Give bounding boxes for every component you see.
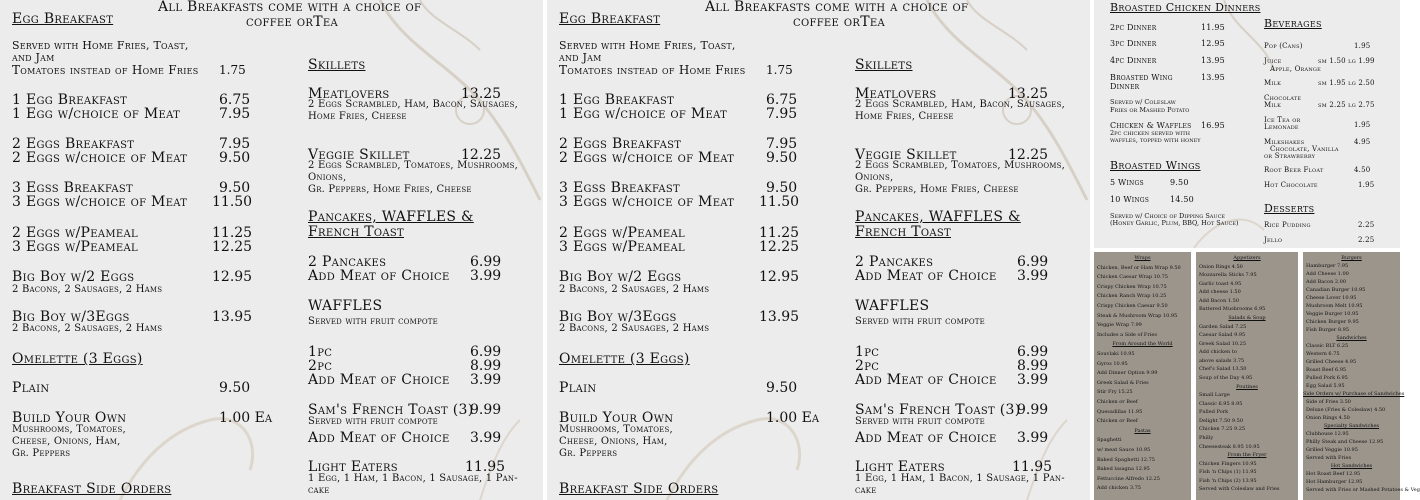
item-meatlovers: Meatlovers <box>308 86 390 102</box>
tiny-menu-line: Gyros 10.95 <box>1097 360 1128 367</box>
tiny-menu-line: Served with Fries <box>1306 455 1352 461</box>
tiny-menu-line: Philly <box>1199 435 1214 441</box>
item-2-eggs: 2 Eggs Breakfast <box>559 136 682 152</box>
item-waffles: WAFFLES <box>855 298 930 314</box>
item-bigboy-3: Big Boy w/3Eggs <box>12 309 130 325</box>
meatlovers-desc-2: Home Fries, Cheese <box>855 111 954 122</box>
price-bigboy-3: 13.95 <box>212 309 253 325</box>
tiny-menu-line: Burgers <box>1341 255 1362 261</box>
tiny-menu-line: Chicken, Beef or Ham Wrap 9.50 <box>1097 264 1181 271</box>
item-3-eggs-peameal: 3 Eggs w/Peameal <box>12 239 138 255</box>
dessert-pudding: Rice Pudding <box>1264 221 1311 229</box>
tiny-menu-line: Stir Fry 15.25 <box>1097 389 1133 396</box>
veggie-desc-3: Gr. Peppers, Home Fries, Cheese <box>308 184 472 195</box>
price-2-eggs: 7.95 <box>766 136 798 152</box>
tiny-menu-line: Crispy Chicken Caesar 9.50 <box>1097 303 1168 309</box>
price-light: 11.95 <box>465 459 506 475</box>
dinner-2pc: 2pc Dinner <box>1110 23 1157 32</box>
item-bigboy-3: Big Boy w/3Eggs <box>559 309 677 325</box>
bev-pop-price: 1.95 <box>1354 42 1371 50</box>
egg-breakfast-title: Egg Breakfast <box>559 11 661 27</box>
price-veggie: 12.25 <box>461 147 502 163</box>
wings-10-price: 14.50 <box>1170 195 1194 204</box>
item-plain: Plain <box>12 380 50 396</box>
bev-icetea: Ice Tea or <box>1264 116 1301 124</box>
item-1-egg: 1 Egg Breakfast <box>12 92 128 108</box>
price-1pc: 6.99 <box>1017 344 1049 360</box>
menu-page-left <box>0 0 543 500</box>
bev-milk: Milk <box>1264 79 1281 87</box>
tiny-menu-line: Veggie Wrap 7.99 <box>1097 322 1142 329</box>
item-2-eggs-peameal: 2 Eggs w/Peameal <box>12 225 138 241</box>
price-pancakes: 6.99 <box>470 254 502 270</box>
item-pancakes: 2 Pancakes <box>308 254 387 270</box>
menu-page-right-bottom-col3 <box>1303 252 1420 500</box>
item-3-eggs-meat: 3 Eggs w/choice of Meat <box>559 194 735 210</box>
pancakes-title-2: French Toast <box>308 224 404 240</box>
tiny-menu-line: Add Dinner Option 9.99 <box>1097 370 1158 377</box>
tiny-menu-line: Baked lasagna 12.95 <box>1097 466 1150 473</box>
skillets-title: Skillets <box>855 57 913 73</box>
price-plain: 9.50 <box>219 380 251 396</box>
price-add-meat-1: 3.99 <box>1017 268 1049 284</box>
price-1-egg: 6.75 <box>219 92 251 108</box>
sams-desc: Served with fruit compote <box>308 416 438 427</box>
header-line2: coffee orTea <box>793 14 885 30</box>
bigboy-3-desc: 2 Bacons, 2 Sausages, 2 Hams <box>559 323 710 334</box>
light-desc-1: 1 Egg, 1 Ham, 1 Bacon, 1 Sausage, 1 Pan- <box>308 473 518 484</box>
item-1-egg-meat: 1 Egg w/choice of Meat <box>12 106 181 122</box>
item-add-meat-1: Add Meat of Choice <box>308 268 450 284</box>
served-with: Served with Home Fries, Toast, <box>12 39 189 52</box>
omelette-title: Omelette (3 Eggs) <box>12 351 143 367</box>
bev-float: Root Beer Float <box>1264 166 1324 174</box>
tiny-menu-line: Fish Burger 8.95 <box>1306 327 1350 333</box>
item-waffles: WAFFLES <box>308 298 383 314</box>
price-pancakes: 6.99 <box>1017 254 1049 270</box>
bev-choc-price: sm 2.25 lg 2.75 <box>1318 101 1375 109</box>
price-add-meat-1: 3.99 <box>470 268 502 284</box>
tiny-menu-line: Hot Roast Beef 12.95 <box>1306 471 1361 477</box>
tiny-menu-line: Chicken or Beef <box>1097 399 1138 405</box>
item-sams: Sam's French Toast (3) <box>855 402 1021 418</box>
dinner-wing: Broasted Wing <box>1110 73 1173 82</box>
waffles-desc: Served with fruit compote <box>855 316 985 327</box>
item-2pc: 2pc <box>308 358 333 374</box>
desserts-title: Desserts <box>1264 202 1315 215</box>
price-2pc: 8.99 <box>1017 358 1049 374</box>
dessert-jello: Jello <box>1264 236 1283 244</box>
tiny-menu-line: Chicken Ranch Wrap 10.25 <box>1097 293 1167 300</box>
broasted-title: Broasted Chicken Dinners <box>1110 1 1261 14</box>
pancakes-title-2: French Toast <box>855 224 951 240</box>
price-add-meat-2: 3.99 <box>1017 372 1049 388</box>
pancakes-title: Pancakes, WAFFLES & <box>855 209 1021 225</box>
omelette-title: Omelette (3 Eggs) <box>559 351 690 367</box>
bev-juice: Juice <box>1264 57 1282 65</box>
tiny-menu-line: Western 6.75 <box>1306 351 1340 357</box>
tiny-menu-line: Onion Rings 4.50 <box>1306 415 1350 421</box>
tiny-menu-line: Fish 'n Chips (2) 13.95 <box>1199 477 1257 484</box>
dinner-2pc-price: 11.95 <box>1201 23 1225 32</box>
veggie-desc-2: Onions, <box>855 172 894 183</box>
price-1pc: 6.99 <box>470 344 502 360</box>
chicken-waffles-desc-2: waffles, topped with honey <box>1110 136 1201 144</box>
bev-juice-2: Apple, Orange <box>1270 65 1321 73</box>
item-bigboy-2: Big Boy w/2 Eggs <box>559 269 682 285</box>
pancakes-title: Pancakes, WAFFLES & <box>308 209 474 225</box>
bev-hotchoc-price: 1.95 <box>1358 181 1375 189</box>
build-desc-3: Gr. Peppers <box>559 448 618 459</box>
tiny-menu-line: Cheesesteak 8.95 10.95 <box>1199 443 1260 450</box>
chicken-waffles: Chicken & Waffles <box>1110 121 1192 130</box>
item-veggie: Veggie Skillet <box>308 147 410 163</box>
item-add-meat-3: Add Meat of Choice <box>308 430 450 446</box>
dinner-wing-price: 13.95 <box>1201 73 1225 82</box>
item-3-eggs-peameal: 3 Eggs w/Peameal <box>559 239 685 255</box>
tiny-menu-line: Chicken or Beef <box>1097 418 1138 425</box>
coleslaw-1: Served w/ Coleslaw <box>1110 98 1176 106</box>
price-2-eggs: 7.95 <box>219 136 251 152</box>
price-add-meat-3: 3.99 <box>1017 430 1049 446</box>
tiny-menu-line: Spaghetti <box>1097 437 1122 444</box>
tiny-menu-line: Fish 'n Chips (1) 11.95 <box>1199 469 1257 476</box>
tiny-menu-line: above salads 3.75 <box>1199 357 1245 364</box>
item-build: Build Your Own <box>559 410 674 426</box>
tiny-menu-line: Garlic toast 4.95 <box>1199 280 1242 287</box>
header-line1: All Breakfasts come with a choice of <box>158 0 422 15</box>
dinner-3pc: 3pc Dinner <box>1110 39 1157 48</box>
tiny-menu-line: Canadian Burger 10.95 <box>1306 287 1366 293</box>
item-2-eggs: 2 Eggs Breakfast <box>12 136 135 152</box>
tiny-menu-line: Classic 6.95 8.95 <box>1199 400 1243 407</box>
item-3-eggs-meat: 3 Eggs w/choice of Meat <box>12 194 188 210</box>
item-sams: Sam's French Toast (3) <box>308 402 474 418</box>
item-1pc: 1pc <box>308 344 333 360</box>
item-add-meat-1: Add Meat of Choice <box>855 268 997 284</box>
menu-page-right-top <box>1094 0 1400 248</box>
item-3-eggs: 3 Egss Breakfast <box>559 180 680 196</box>
sauce-1: Served w/ Choice of Dipping Sauce <box>1110 212 1226 220</box>
tiny-menu-line: Deluxe (Fries & Coleslaw) 4.50 <box>1306 407 1386 413</box>
bigboy-2-desc: 2 Bacons, 2 Sausages, 2 Hams <box>559 284 710 295</box>
tiny-menu-line: Small Large <box>1199 392 1230 399</box>
menu-page-right-bottom-col2 <box>1196 252 1298 500</box>
price-bigboy-3: 13.95 <box>759 309 800 325</box>
tiny-menu-line: Includes a Side of Fries <box>1097 331 1157 338</box>
item-2-eggs-meat: 2 Eggs w/choice of Meat <box>559 150 735 166</box>
tiny-menu-line: From the Fryer <box>1227 452 1267 459</box>
sides-title: Breakfast Side Orders <box>12 481 172 497</box>
bev-icetea-2: Lemonade <box>1264 123 1299 131</box>
dinner-4pc: 4pc Dinner <box>1110 56 1157 65</box>
item-light: Light Eaters <box>308 459 398 475</box>
tiny-menu-line: Add chicken to <box>1199 349 1237 356</box>
tiny-menu-line: Delight 7.50 9.50 <box>1199 417 1244 424</box>
bev-shakes-3: or Strawberry <box>1264 152 1316 160</box>
beverages-title: Beverages <box>1264 17 1322 30</box>
tiny-menu-line: Mozzarella Sticks 7.95 <box>1199 272 1257 279</box>
tiny-menu-line: Hamburger 7.95 <box>1306 263 1349 269</box>
bev-choc-2: Milk <box>1264 101 1281 109</box>
tiny-menu-line: Add chicken 3.75 <box>1097 485 1141 492</box>
tiny-menu-line: Onion Rings 4.50 <box>1199 263 1243 270</box>
dinner-4pc-price: 13.95 <box>1201 56 1225 65</box>
bev-hotchoc: Hot Chocolate <box>1264 181 1318 189</box>
price-2-eggs-meat: 9.50 <box>766 150 798 166</box>
item-2-eggs-meat: 2 Eggs w/choice of Meat <box>12 150 188 166</box>
price-add-meat-3: 3.99 <box>470 430 502 446</box>
tiny-menu-line: Pulled Pork 6.95 <box>1306 375 1348 381</box>
light-desc-2: cake <box>855 485 877 496</box>
tiny-menu-line: Fettuccine Alfredo 12.25 <box>1097 475 1160 482</box>
item-light: Light Eaters <box>855 459 945 475</box>
light-desc-1: 1 Egg, 1 Ham, 1 Bacon, 1 Sausage, 1 Pan- <box>855 473 1065 484</box>
tiny-menu-line: Sandwiches <box>1336 335 1367 341</box>
tiny-menu-line: Poutines <box>1236 383 1258 390</box>
coleslaw-2: Fries or Mashed Potato <box>1110 106 1190 114</box>
tiny-menu-line: Add Bacon 1.50 <box>1199 297 1240 304</box>
tiny-menu-line: Roast Beef 6.95 <box>1306 367 1347 373</box>
dessert-jello-price: 2.25 <box>1358 236 1375 244</box>
tiny-menu-line: Crispy Chicken Wrap 10.75 <box>1097 283 1167 290</box>
tiny-menu-line: Grilled Veggie 10.95 <box>1306 447 1358 453</box>
tiny-menu-line: Garden Salad 7.25 <box>1199 323 1247 330</box>
item-add-meat-2: Add Meat of Choice <box>308 372 450 388</box>
tiny-menu-line: Veggie Burger 10.95 <box>1306 311 1359 317</box>
price-bigboy-2: 12.95 <box>759 269 800 285</box>
tiny-menu-line: Salads & Soup <box>1228 315 1266 321</box>
price-1-egg-meat: 7.95 <box>766 106 798 122</box>
bigboy-3-desc: 2 Bacons, 2 Sausages, 2 Hams <box>12 323 163 334</box>
price-3-eggs: 9.50 <box>766 180 798 196</box>
tiny-menu-line: w/ meat Sauce 10.95 <box>1097 447 1151 453</box>
served-with-2: and Jam <box>12 51 55 64</box>
tomatoes-item: Tomatoes instead of Home Fries <box>12 63 199 77</box>
item-plain: Plain <box>559 380 597 396</box>
tiny-menu-line: Chicken 7.25 9.25 <box>1199 426 1246 433</box>
price-build: 1.00 Ea <box>766 410 820 426</box>
tomatoes-price: 1.75 <box>219 63 246 77</box>
tomatoes-price: 1.75 <box>766 63 793 77</box>
price-bigboy-2: 12.95 <box>212 269 253 285</box>
bev-milk-price: sm 1.95 lg 2.50 <box>1318 79 1375 87</box>
tiny-menu-line: Souvlaki 10.95 <box>1097 351 1135 357</box>
item-2-eggs-peameal: 2 Eggs w/Peameal <box>559 225 685 241</box>
price-3-eggs: 9.50 <box>219 180 251 196</box>
menu-page-right-bottom-col1 <box>1094 252 1191 500</box>
chicken-waffles-desc-1: 2pc chicken served with <box>1110 129 1191 137</box>
price-3-eggs-meat: 11.50 <box>212 194 253 210</box>
price-meatlovers: 13.25 <box>461 86 502 102</box>
meatlovers-desc-1: 2 Eggs Scrambled, Ham, Bacon, Sausages, <box>308 99 518 110</box>
bev-icetea-price: 1.95 <box>1354 121 1371 129</box>
veggie-desc-3: Gr. Peppers, Home Fries, Cheese <box>855 184 1019 195</box>
build-desc-1: Mushrooms, Tomatoes, <box>12 424 126 435</box>
build-desc-2: Cheese, Onions, Ham, <box>559 436 668 447</box>
price-3-eggs-peameal: 12.25 <box>212 239 253 255</box>
tiny-menu-line: Philly Steak and Cheese 12.95 <box>1306 439 1384 445</box>
item-add-meat-3: Add Meat of Choice <box>855 430 997 446</box>
item-1pc: 1pc <box>855 344 880 360</box>
item-pancakes: 2 Pancakes <box>855 254 934 270</box>
price-sams: 9.99 <box>1017 402 1049 418</box>
price-meatlovers: 13.25 <box>1008 86 1049 102</box>
tiny-menu-line: Clubhouse 12.95 <box>1306 431 1349 437</box>
bev-juice-price: sm 1.50 lg 1.99 <box>1318 57 1375 65</box>
dinner-wing-2: Dinner <box>1110 82 1140 91</box>
price-2-eggs-meat: 9.50 <box>219 150 251 166</box>
skillets-title: Skillets <box>308 57 366 73</box>
served-with-2: and Jam <box>559 51 602 64</box>
wings-5-price: 9.50 <box>1170 178 1189 187</box>
wings-5: 5 Wings <box>1110 178 1144 187</box>
item-1-egg: 1 Egg Breakfast <box>559 92 675 108</box>
price-veggie: 12.25 <box>1008 147 1049 163</box>
tiny-menu-line: Add Cheese 1.00 <box>1306 271 1349 277</box>
sauce-2: (Honey Garlic, Plum, BBQ, Hot Sauce) <box>1110 219 1239 227</box>
tiny-menu-line: Hot Sandwiches <box>1330 463 1373 469</box>
tiny-menu-line: Served with Coleslaw and Fries <box>1199 486 1280 493</box>
tiny-menu-line: Add Bacon 2.00 <box>1306 279 1347 285</box>
tiny-menu-line: Side Orders w/ Purchase of Sandwiches <box>1303 391 1405 397</box>
tiny-menu-line: Specialty Sandwiches <box>1323 423 1380 429</box>
bev-float-price: 4.50 <box>1354 166 1371 174</box>
price-2-eggs-peameal: 11.25 <box>759 225 800 241</box>
tiny-menu-line: Chef's Salad 13.50 <box>1199 366 1247 373</box>
price-3-eggs-meat: 11.50 <box>759 194 800 210</box>
price-2pc: 8.99 <box>470 358 502 374</box>
tiny-menu-line: Quesadillas 11.95 <box>1097 408 1143 415</box>
price-build: 1.00 Ea <box>219 410 273 426</box>
bev-pop: Pop (Cans) <box>1264 42 1303 50</box>
tiny-menu-line: Chicken Fingers 10.95 <box>1199 460 1257 467</box>
veggie-desc-2: Onions, <box>308 172 347 183</box>
price-2-eggs-peameal: 11.25 <box>212 225 253 241</box>
build-desc-3: Gr. Peppers <box>12 448 71 459</box>
tiny-menu-line: Served with Fries or Mashed Potatoes & Veg <box>1306 487 1420 493</box>
tiny-menu-line: Caesar Salad 9.95 <box>1199 332 1246 339</box>
menu-page-middle <box>547 0 1090 500</box>
item-3-eggs: 3 Egss Breakfast <box>12 180 133 196</box>
item-meatlovers: Meatlovers <box>855 86 937 102</box>
chicken-waffles-price: 16.95 <box>1201 121 1225 130</box>
tiny-menu-line: Egg Salad 5.95 <box>1306 383 1345 389</box>
tiny-menu-line: Wraps <box>1134 255 1151 261</box>
tiny-menu-line: Appetizers <box>1233 255 1261 261</box>
dinner-3pc-price: 12.95 <box>1201 39 1225 48</box>
veggie-desc-1: 2 Eggs Scrambled, Tomatoes, Mushrooms, <box>855 160 1066 171</box>
meatlovers-desc-2: Home Fries, Cheese <box>308 111 407 122</box>
meatlovers-desc-1: 2 Eggs Scrambled, Ham, Bacon, Sausages, <box>855 99 1065 110</box>
bev-choc: Chocolate <box>1264 94 1302 102</box>
tiny-menu-line: Greek Salad 10.25 <box>1199 340 1247 347</box>
header-line1: All Breakfasts come with a choice of <box>705 0 969 15</box>
item-build: Build Your Own <box>12 410 127 426</box>
price-3-eggs-peameal: 12.25 <box>759 239 800 255</box>
tiny-menu-line: Soup of the Day 4.95 <box>1199 375 1253 381</box>
tiny-menu-line: Add cheese 1.50 <box>1199 289 1241 296</box>
tiny-menu-line: Classic BLT 6.25 <box>1306 343 1349 349</box>
header-line2: coffee orTea <box>246 14 338 30</box>
tiny-menu-line: Mushroom Melt 10.95 <box>1306 303 1363 309</box>
bev-shakes: Milkshakes <box>1264 138 1305 146</box>
tiny-menu-line: Grilled Cheese 4.95 <box>1306 359 1357 365</box>
bigboy-2-desc: 2 Bacons, 2 Sausages, 2 Hams <box>12 284 163 295</box>
tiny-menu-line: Pastas <box>1134 427 1151 434</box>
light-desc-2: cake <box>308 485 330 496</box>
tiny-menu-line: Chicken Burger 9.95 <box>1306 319 1359 325</box>
tiny-menu-line: Steak & Mushroom Wrap 10.95 <box>1097 312 1178 319</box>
price-add-meat-2: 3.99 <box>470 372 502 388</box>
item-veggie: Veggie Skillet <box>855 147 957 163</box>
sides-title: Breakfast Side Orders <box>559 481 719 497</box>
egg-breakfast-title: Egg Breakfast <box>12 11 114 27</box>
bev-shakes-price: 4.95 <box>1354 138 1371 146</box>
sams-desc: Served with fruit compote <box>855 416 985 427</box>
tiny-menu-line: From Around the World <box>1112 341 1173 348</box>
tiny-menu-line: Greek Salad & Fries <box>1097 379 1149 386</box>
wings-10: 10 Wings <box>1110 195 1150 204</box>
wings-title: Broasted Wings <box>1110 159 1201 172</box>
bev-shakes-2: Chocolate, Vanilla <box>1270 145 1339 153</box>
tiny-menu-line: Cheese Lover 10.95 <box>1306 295 1357 301</box>
price-plain: 9.50 <box>766 380 798 396</box>
price-light: 11.95 <box>1012 459 1053 475</box>
tiny-menu-line: Chicken Caesar Wrap 10.75 <box>1097 274 1168 281</box>
tiny-menu-line: Hot Hamburger 12.95 <box>1306 479 1363 485</box>
tiny-menu-line: Battered Mushrooms 6.95 <box>1199 306 1266 313</box>
tiny-menu-line: Pulled Pork <box>1199 409 1229 416</box>
build-desc-1: Mushrooms, Tomatoes, <box>559 424 673 435</box>
price-1-egg: 6.75 <box>766 92 798 108</box>
item-add-meat-2: Add Meat of Choice <box>855 372 997 388</box>
tiny-menu-line: Baked Spaghetti 12.75 <box>1097 456 1155 463</box>
item-bigboy-2: Big Boy w/2 Eggs <box>12 269 135 285</box>
veggie-desc-1: 2 Eggs Scrambled, Tomatoes, Mushrooms, <box>308 160 519 171</box>
tiny-menu-line: Side of Fries 3.50 <box>1306 399 1351 405</box>
item-1-egg-meat: 1 Egg w/choice of Meat <box>559 106 728 122</box>
price-sams: 9.99 <box>470 402 502 418</box>
price-1-egg-meat: 7.95 <box>219 106 251 122</box>
build-desc-2: Cheese, Onions, Ham, <box>12 436 121 447</box>
dessert-pudding-price: 2.25 <box>1358 221 1375 229</box>
served-with: Served with Home Fries, Toast, <box>559 39 736 52</box>
tomatoes-item: Tomatoes instead of Home Fries <box>559 63 746 77</box>
waffles-desc: Served with fruit compote <box>308 316 438 327</box>
item-2pc: 2pc <box>855 358 880 374</box>
